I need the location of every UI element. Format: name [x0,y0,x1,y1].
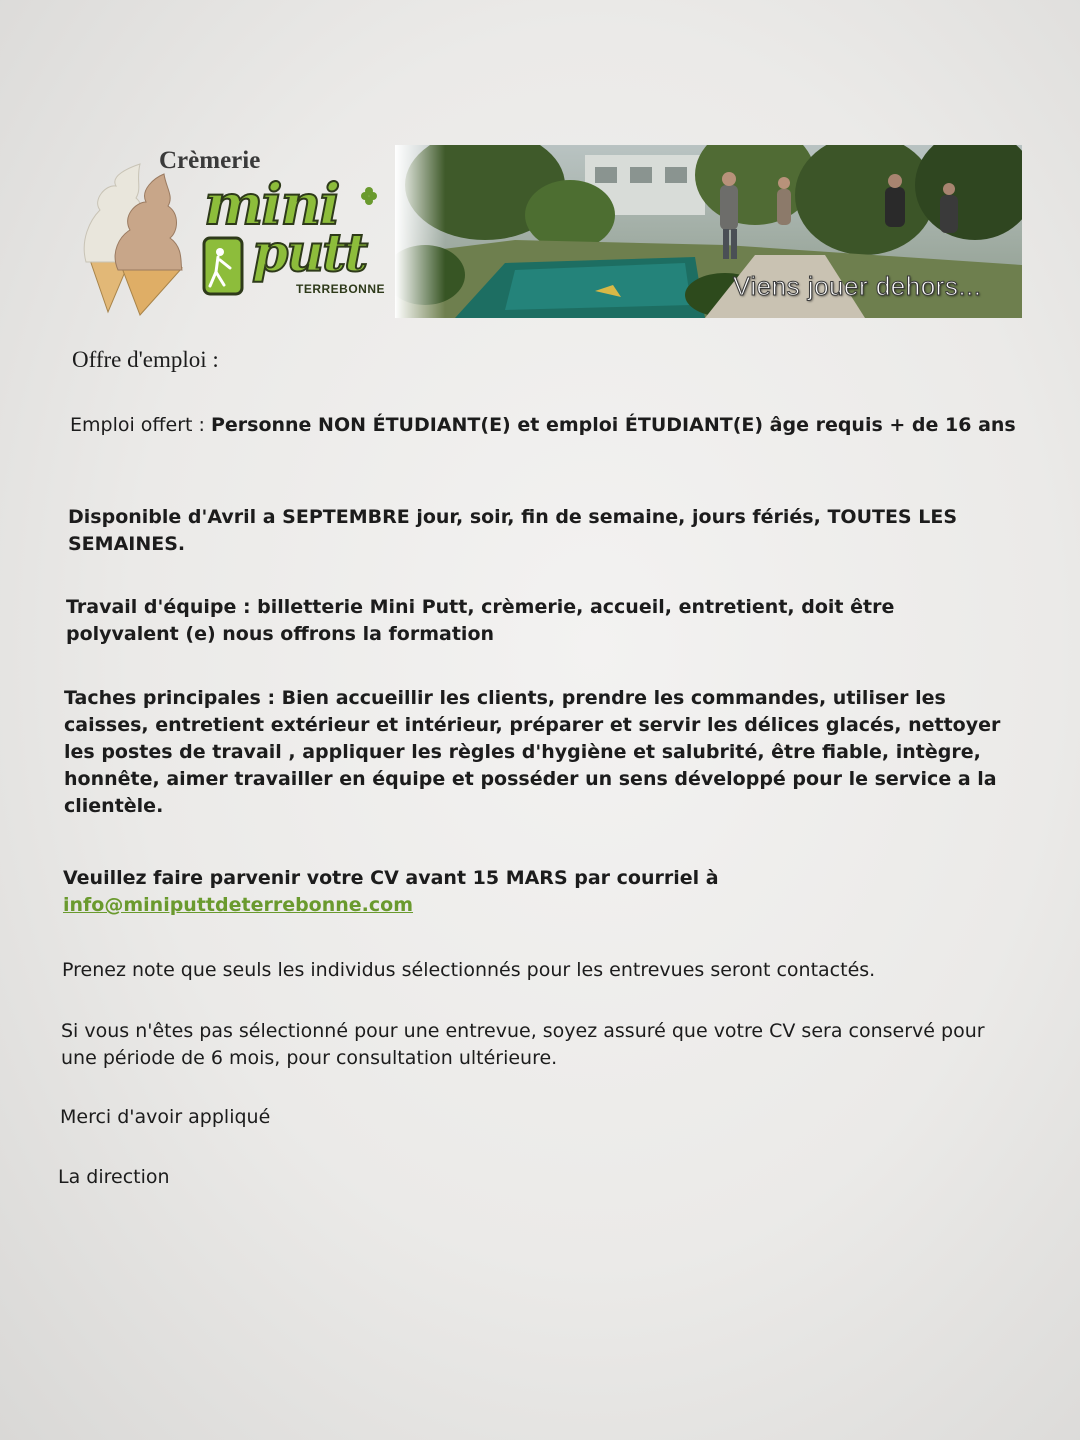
emploi-offert-label: Emploi offert : [70,414,211,436]
logo-cremerie-text: Crèmerie [159,147,261,174]
disponibilite-paragraph: Disponible d'Avril a SEPTEMBRE jour, soir, fin de semaine, jours fériés, TOUTES LES SEMAINES. [68,506,958,555]
signature-text: La direction [58,1166,170,1188]
logo-terrebonne-text: TERREBONNE [296,282,386,296]
email-link[interactable]: info@miniputtdeterrebonne.com [63,894,414,916]
emploi-offert-text: Personne NON ÉTUDIANT(E) et emploi ÉTUDIANT(E) âge requis + de 16 ans [210,414,1016,436]
emploi-offert-paragraph [70,412,1020,439]
logo-mini-text: mini [204,172,339,238]
taches-principales-paragraph: Taches principales : Bien accueillir les clients, prendre les commandes, utiliser les caisses, entretient extérieur et intérieur, préparer et servir les délices glacés, nettoyer les postes de travail , appliquer les règles d'hygiène et salubrité, être fiable, intègre, honnête, aimer travailler en équipe et posséder un sens développé pour le service a la clientèle. [64,687,1001,817]
logo-putt-text: putt [252,223,367,284]
banner-tagline: Viens jouer dehors... [733,271,982,301]
mini-putt-banner-photo [395,145,1022,318]
veuillez-paragraph: Veuillez faire parvenir votre CV avant 15 MARS par courriel à [63,867,719,889]
cv-conservation-note: Si vous n'êtes pas sélectionné pour une entrevue, soyez assuré que votre CV sera conservé pour une période de 6 mois, pour consultation ultérieure. [61,1020,985,1069]
cremerie-mini-putt-logo [82,140,394,320]
merci-text: Merci d'avoir appliqué [60,1106,271,1128]
offer-title: Offre d'emploi : [72,347,219,372]
travail-equipe-paragraph: Travail d'équipe : billetterie Mini Putt, crèmerie, accueil, entretient, doit être polyvalent (e) nous offrons la formation [66,596,895,645]
selection-note: Prenez note que seuls les individus sélectionnés pour les entrevues seront contactés. [62,959,876,981]
